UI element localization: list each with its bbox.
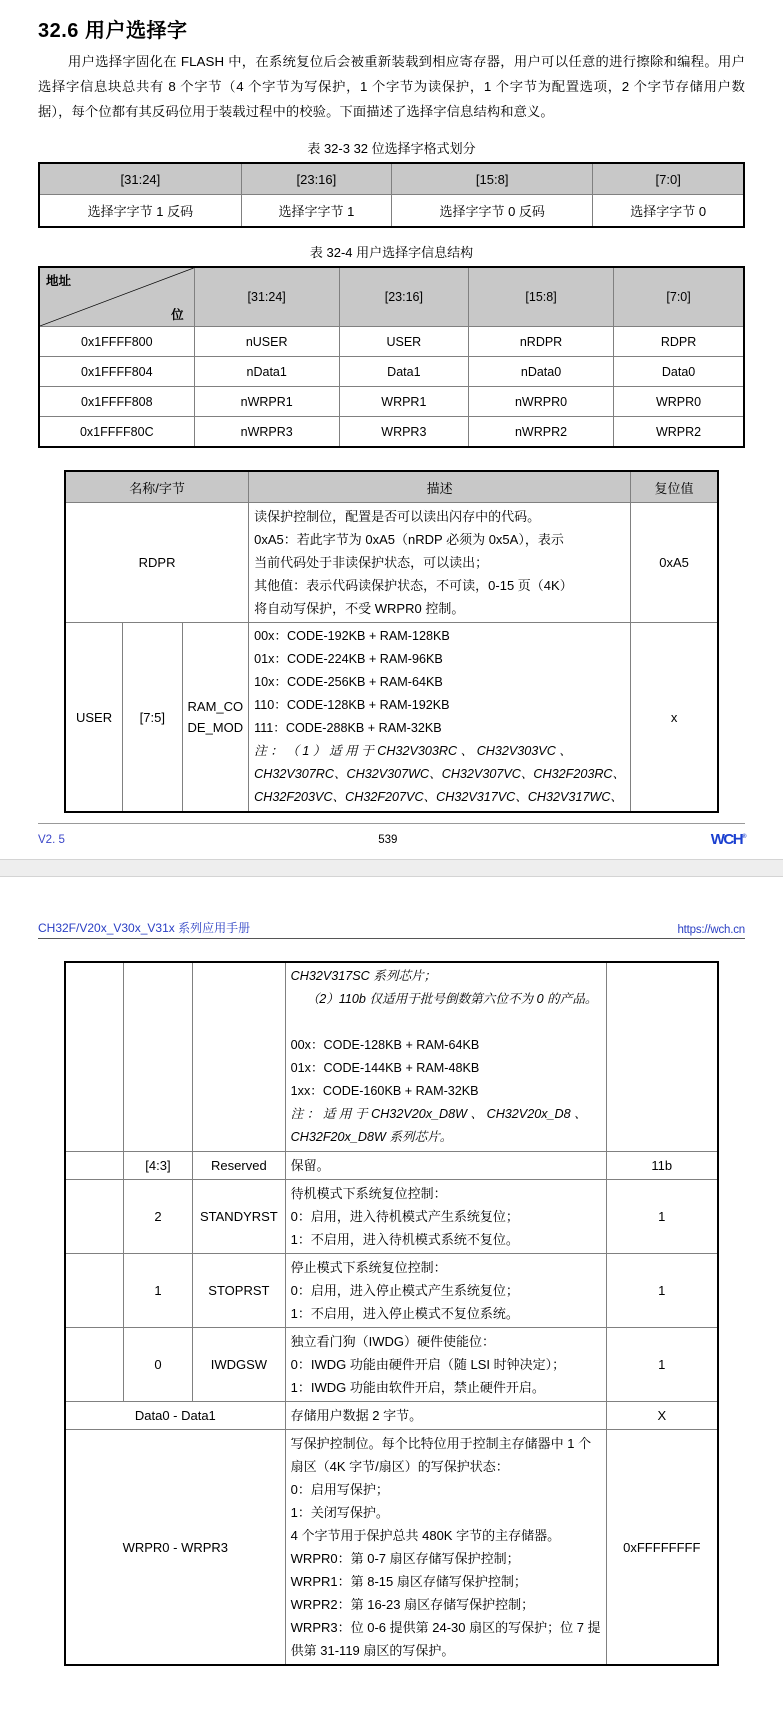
- desc-line: 1xx：CODE-160KB + RAM-32KB: [290, 1084, 479, 1098]
- data-description-cell: 存储用户数据 2 字节。: [285, 1402, 606, 1430]
- rdpr-name-cell: RDPR: [65, 503, 249, 623]
- table-row-data: [65, 1402, 718, 1430]
- option-byte-table-part2: [64, 961, 719, 1666]
- stoprst-field-cell: STOPRST: [193, 1254, 286, 1328]
- reserved-description-cell: [285, 1152, 606, 1180]
- desc-line: 0：IWDG 功能由硬件开启（随 LSI 时钟决定）；: [290, 1357, 566, 1372]
- column-header-reset: 复位值: [631, 471, 718, 503]
- iwdgsw-bits-cell: 0: [123, 1328, 192, 1402]
- desc-line: 01x：CODE-144KB + RAM-48KB: [290, 1061, 480, 1075]
- standyrst-bits-cell: 2: [123, 1180, 192, 1254]
- page-2-header: [38, 919, 745, 939]
- page-footer: [38, 824, 745, 848]
- table-32-4-cell: WRPR3: [339, 417, 468, 448]
- note-line: CH32V307RC、CH32V307WC、CH32V307VC、CH32F203RC、: [254, 767, 626, 781]
- table-32-4-cell: nUSER: [194, 327, 339, 357]
- table-32-3-header-cell: [23:16]: [241, 163, 391, 195]
- table-32-3-header-cell: [15:8]: [391, 163, 592, 195]
- user-description-cell: [249, 623, 631, 813]
- desc-line: 供第 31-119 扇区的写保护。: [290, 1643, 455, 1658]
- desc-line: 其他值：表示代码读保护状态，不可读，0-15 页（4K）: [254, 578, 573, 593]
- page-bottom-spacer: [38, 1666, 745, 1688]
- table-32-4-header-cell: [7:0]: [614, 267, 744, 327]
- user-name-cell: USER: [65, 623, 123, 813]
- table-gap-spacer: [38, 448, 745, 470]
- table-32-4-cell: RDPR: [614, 327, 744, 357]
- desc-line: 00x：CODE-192KB + RAM-128KB: [254, 629, 450, 643]
- rdpr-description-cell: [249, 503, 631, 623]
- table-row: [39, 387, 744, 417]
- document-page-1: [0, 14, 783, 848]
- table-32-4-header-cell: [31:24]: [194, 267, 339, 327]
- table-32-3-cell: 选择字字节 1 反码: [39, 195, 241, 228]
- column-header-desc: 描述: [249, 471, 631, 503]
- desc-line: 扇区（4K 字节/扇区）的写保护状态：: [290, 1459, 509, 1474]
- table-32-4: [38, 266, 745, 448]
- table-32-4-header-cell: [15:8]: [468, 267, 613, 327]
- desc-line: 4 个字节用于保护总共 480K 字节的主存储器。: [290, 1528, 561, 1543]
- table-row-reserved: [65, 1152, 718, 1180]
- desc-line: WRPR2：第 16-23 扇区存储写保护控制；: [290, 1597, 535, 1612]
- table-row: [39, 195, 744, 228]
- reserved-reset-cell: 11b: [606, 1152, 718, 1180]
- wrpr-name-cell: WRPR0 - WRPR3: [65, 1430, 285, 1666]
- desc-line: 1：不启用，进入待机模式系统不复位。: [290, 1232, 519, 1247]
- desc-line: 保留。: [290, 1158, 330, 1173]
- rdpr-reset-cell: 0xA5: [631, 503, 718, 623]
- note-line: （2）110b 仅适用于批号倒数第六位不为 0 的产品。: [306, 992, 598, 1006]
- table-32-4-cell-address: 0x1FFFF80C: [39, 417, 194, 448]
- footer-page-number: 539: [378, 833, 398, 846]
- table-32-4-cell: USER: [339, 327, 468, 357]
- table-row-iwdgsw: [65, 1328, 718, 1402]
- table-row-stoprst: [65, 1254, 718, 1328]
- note-line: 注 ： 适 用 于 CH32V20x_D8W 、 CH32V20x_D8 、: [290, 1107, 587, 1121]
- data-reset-cell: X: [606, 1402, 718, 1430]
- standyrst-field-cell: STANDYRST: [193, 1180, 286, 1254]
- desc-line: 10x：CODE-256KB + RAM-64KB: [254, 675, 443, 689]
- stoprst-description-cell: [285, 1254, 606, 1328]
- table-row-rdpr: [65, 503, 718, 623]
- table-row: [39, 417, 744, 448]
- data-name-cell: Data0 - Data1: [65, 1402, 285, 1430]
- desc-line: 写保护控制位。每个比特位用于控制主存储器中 1 个: [290, 1436, 592, 1451]
- desc-line: 独立看门狗（IWDG）硬件使能位：: [290, 1334, 496, 1349]
- table-row: [39, 357, 744, 387]
- user-cont-field-cell: [193, 962, 286, 1152]
- desc-line: 待机模式下系统复位控制：: [290, 1186, 447, 1201]
- note-line: CH32V317SC 系列芯片；: [290, 969, 437, 983]
- page-title: 32.6 用户选择字: [38, 20, 188, 42]
- table-32-4-cell: WRPR2: [614, 417, 744, 448]
- table-row: [65, 471, 718, 503]
- stoprst-name-cell: [65, 1254, 123, 1328]
- desc-line: 1：关闭写保护。: [290, 1505, 389, 1520]
- desc-line: 当前代码处于非读保护状态，可以读出；: [254, 555, 489, 570]
- desc-line: 0：启用，进入待机模式产生系统复位；: [290, 1209, 519, 1224]
- note-line: 注 ： （ 1 ） 适 用 于 CH32V303RC 、 CH32V303VC 、: [254, 744, 572, 758]
- user-cont-bits-cell: [123, 962, 192, 1152]
- table-32-4-cell-address: 0x1FFFF804: [39, 357, 194, 387]
- table-32-4-cell: WRPR1: [339, 387, 468, 417]
- user-field-cell: RAM_CODE_MOD: [182, 623, 249, 813]
- desc-line: 0：启用，进入停止模式产生系统复位；: [290, 1283, 519, 1298]
- table-32-4-header-cell: [23:16]: [339, 267, 468, 327]
- note-line: CH32F203VC、CH32F207VC、CH32V317VC、CH32V317WC、: [254, 790, 624, 804]
- user-bits-cell: [7:5]: [123, 623, 182, 813]
- table-32-4-cell: nData0: [468, 357, 613, 387]
- footer-version: V2. 5: [38, 833, 65, 846]
- table-32-4-caption: 表 32-4 用户选择字信息结构: [309, 245, 474, 260]
- page-2-header-title: CH32F/V20x_V30x_V31x 系列应用手册: [38, 921, 251, 935]
- wrpr-description-cell: [285, 1430, 606, 1666]
- desc-line: 0：启用写保护；: [290, 1482, 389, 1497]
- desc-line: 111：CODE-288KB + RAM-32KB: [254, 721, 442, 735]
- desc-line: 0xA5：若此字节为 0xA5（nRDP 必须为 0x5A），表示: [254, 532, 564, 547]
- desc-line: 1：IWDG 功能由软件开启，禁止硬件开启。: [290, 1380, 545, 1395]
- iwdgsw-name-cell: [65, 1328, 123, 1402]
- desc-line: 停止模式下系统复位控制：: [290, 1260, 447, 1275]
- blank-line: [291, 1011, 601, 1034]
- iwdgsw-description-cell: [285, 1328, 606, 1402]
- desc-line: 1：不启用，进入停止模式不复位系统。: [290, 1306, 519, 1321]
- standyrst-description-cell: [285, 1180, 606, 1254]
- wrpr-reset-cell: 0xFFFFFFFF: [606, 1430, 718, 1666]
- table-32-4-cell: nWRPR0: [468, 387, 613, 417]
- table-32-4-corner-header: [39, 267, 194, 327]
- table-32-4-cell: nData1: [194, 357, 339, 387]
- table-32-3-cell: 选择字字节 0: [593, 195, 744, 228]
- desc-line: WRPR1：第 8-15 扇区存储写保护控制；: [290, 1574, 527, 1589]
- standyrst-name-cell: [65, 1180, 123, 1254]
- table-32-4-cell: nWRPR3: [194, 417, 339, 448]
- table-32-4-cell: nRDPR: [468, 327, 613, 357]
- wch-logo-icon: WCH®: [710, 831, 745, 848]
- page-separator-band: [0, 859, 783, 877]
- column-header-name: 名称/字节: [65, 471, 249, 503]
- table-32-4-cell: nWRPR1: [194, 387, 339, 417]
- iwdgsw-field-cell: IWDGSW: [193, 1328, 286, 1402]
- table-32-3-header-cell: [31:24]: [39, 163, 241, 195]
- desc-line: 将自动写保护，不受 WRPR0 控制。: [254, 601, 465, 616]
- desc-line: WRPR0：第 0-7 扇区存储写保护控制；: [290, 1551, 520, 1566]
- table-row: [39, 327, 744, 357]
- table-32-4-cell: Data0: [614, 357, 744, 387]
- user-cont-name-cell: [65, 962, 123, 1152]
- desc-line: 01x：CODE-224KB + RAM-96KB: [254, 652, 443, 666]
- table-32-4-cell: nWRPR2: [468, 417, 613, 448]
- table-32-3: [38, 162, 745, 228]
- header-gap-spacer: [38, 939, 745, 961]
- corner-label-address: 地址: [46, 274, 72, 288]
- desc-line: 读保护控制位，配置是否可以读出闪存中的代码。: [254, 509, 541, 524]
- user-cont-reset-cell: [606, 962, 718, 1152]
- table-32-4-cell-address: 0x1FFFF800: [39, 327, 194, 357]
- table-32-3-header-cell: [7:0]: [593, 163, 744, 195]
- table-row-wrpr: [65, 1430, 718, 1666]
- standyrst-reset-cell: 1: [606, 1180, 718, 1254]
- reserved-name-cell: [65, 1152, 123, 1180]
- table-32-4-cell-address: 0x1FFFF808: [39, 387, 194, 417]
- page-2-header-url[interactable]: https://wch.cn: [677, 924, 745, 936]
- user-reset-cell: x: [631, 623, 718, 813]
- table-row-user: [65, 623, 718, 813]
- table-row: [39, 267, 744, 327]
- reserved-field-cell: Reserved: [193, 1152, 286, 1180]
- table-32-3-cell: 选择字字节 0 反码: [391, 195, 592, 228]
- wch-logo-text: WCH: [710, 831, 743, 848]
- option-byte-table-part1: [64, 470, 719, 813]
- document-page-2: [0, 919, 783, 1688]
- table-32-3-cell: 选择字字节 1: [241, 195, 391, 228]
- table-row: [39, 163, 744, 195]
- desc-line: WRPR3：位 0-6 提供第 24-30 扇区的写保护；位 7 提: [290, 1620, 601, 1635]
- table-32-3-caption: 表 32-3 32 位选择字格式划分: [307, 141, 476, 156]
- desc-line: 00x：CODE-128KB + RAM-64KB: [290, 1038, 480, 1052]
- table-row-standyrst: [65, 1180, 718, 1254]
- user-cont-description-cell: [285, 962, 606, 1152]
- desc-line: 110：CODE-128KB + RAM-192KB: [254, 698, 450, 712]
- reserved-bits-cell: [4:3]: [123, 1152, 192, 1180]
- table-32-4-cell: WRPR0: [614, 387, 744, 417]
- corner-label-bit: 位: [171, 308, 184, 322]
- table-row-user-cont: [65, 962, 718, 1152]
- intro-paragraph: 用户选择字固化在 FLASH 中，在系统复位后会被重新装载到相应寄存器，用户可以任意的进行擦除和编程。用户选择字信息块总共有 8 个字节（4 个字节为写保护，1 个字节为读保护，1 个字节为配置选项，2 个字节存储用户数据），每个位都有其反码位用于装载过程中的校验。下面描述了选择字信息结构和意义。: [38, 54, 745, 119]
- table-32-4-cell: Data1: [339, 357, 468, 387]
- note-line: CH32F20x_D8W 系列芯片。: [290, 1130, 453, 1144]
- stoprst-bits-cell: 1: [123, 1254, 192, 1328]
- stoprst-reset-cell: 1: [606, 1254, 718, 1328]
- iwdgsw-reset-cell: 1: [606, 1328, 718, 1402]
